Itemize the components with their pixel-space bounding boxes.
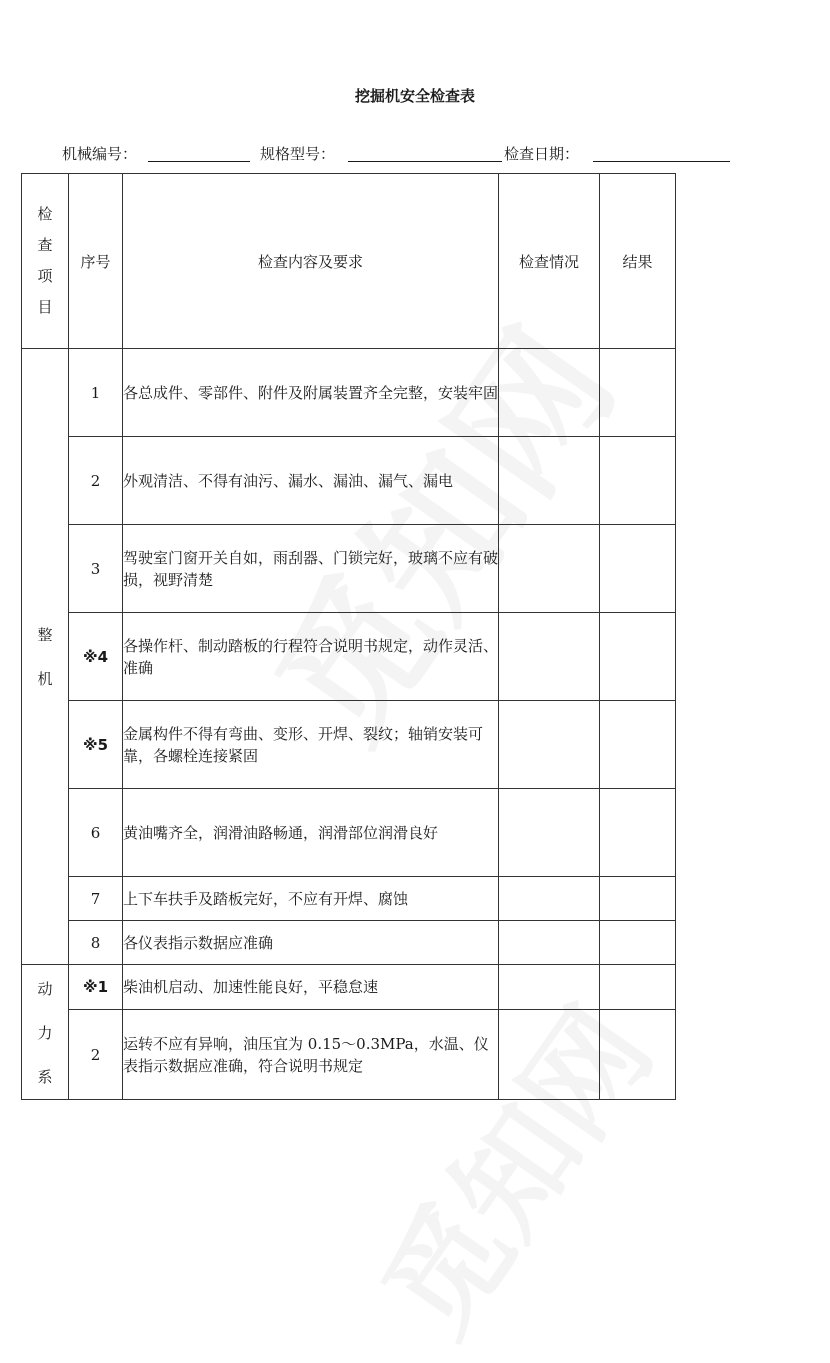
table-row [22, 789, 676, 877]
table-row [22, 701, 676, 789]
category-cell: 整 机 [22, 349, 69, 965]
content-cell: 黄油嘴齐全，润滑油路畅通，润滑部位润滑良好 [123, 789, 499, 877]
seq-cell: ※5 [69, 701, 123, 789]
table-header [22, 174, 676, 349]
page-title: 挖掘机安全检查表 [354, 87, 475, 105]
header-category: 检 查 项 目 [22, 174, 69, 349]
table-row [22, 921, 676, 965]
seq-cell: ※4 [69, 613, 123, 701]
content-cell: 上下车扶手及踏板完好，不应有开焊、腐蚀 [123, 877, 499, 921]
machine-no-label: 机械编号： [62, 145, 138, 163]
form-meta [62, 143, 742, 165]
content-cell: 各总成件、零部件、附件及附属装置齐全完整，安装牢固 [123, 349, 499, 437]
table-row [22, 349, 676, 437]
result-cell[interactable] [600, 437, 676, 525]
result-cell[interactable] [600, 525, 676, 613]
result-cell[interactable] [600, 1010, 676, 1100]
header-result: 结果 [600, 174, 676, 349]
result-cell[interactable] [600, 613, 676, 701]
status-cell[interactable] [499, 349, 600, 437]
seq-cell: 2 [69, 437, 123, 525]
status-cell[interactable] [499, 965, 600, 1010]
status-cell[interactable] [499, 921, 600, 965]
seq-cell: 3 [69, 525, 123, 613]
result-cell[interactable] [600, 789, 676, 877]
header-content: 检查内容及要求 [123, 174, 499, 349]
content-cell: 柴油机启动、加速性能良好，平稳怠速 [123, 965, 499, 1010]
table-row [22, 1010, 676, 1100]
content-cell: 外观清洁、不得有油污、漏水、漏油、漏气、漏电 [123, 437, 499, 525]
inspection-table [21, 173, 676, 1100]
status-cell[interactable] [499, 437, 600, 525]
header-status: 检查情况 [499, 174, 600, 349]
result-cell[interactable] [600, 349, 676, 437]
spec-field[interactable] [348, 161, 502, 162]
seq-cell: 2 [69, 1010, 123, 1100]
content-cell: 各操作杆、制动踏板的行程符合说明书规定，动作灵活、准确 [123, 613, 499, 701]
content-cell: 各仪表指示数据应准确 [123, 921, 499, 965]
seq-cell: 6 [69, 789, 123, 877]
table-row [22, 613, 676, 701]
content-cell: 金属构件不得有弯曲、变形、开焊、裂纹；轴销安装可靠，各螺栓连接紧固 [123, 701, 499, 789]
date-field[interactable] [593, 161, 730, 162]
seq-cell: 1 [69, 349, 123, 437]
header-seq: 序号 [69, 174, 123, 349]
status-cell[interactable] [499, 613, 600, 701]
result-cell[interactable] [600, 877, 676, 921]
category-cell: 动 力 系 [22, 965, 69, 1100]
table-row [22, 525, 676, 613]
seq-cell: ※1 [69, 965, 123, 1010]
content-cell: 运转不应有异响，油压宜为 0.15～0.3MPa，水温、仪表指示数据应准确，符合说明书规定 [123, 1010, 499, 1100]
status-cell[interactable] [499, 789, 600, 877]
table-row [22, 437, 676, 525]
spec-label: 规格型号： [260, 145, 336, 163]
table-row [22, 877, 676, 921]
seq-cell: 7 [69, 877, 123, 921]
result-cell[interactable] [600, 965, 676, 1010]
status-cell[interactable] [499, 877, 600, 921]
result-cell[interactable] [600, 701, 676, 789]
status-cell[interactable] [499, 1010, 600, 1100]
status-cell[interactable] [499, 525, 600, 613]
content-cell: 驾驶室门窗开关自如，雨刮器、门锁完好，玻璃不应有破损，视野清楚 [123, 525, 499, 613]
result-cell[interactable] [600, 921, 676, 965]
date-label: 检查日期： [504, 145, 580, 163]
seq-cell: 8 [69, 921, 123, 965]
table-row [22, 965, 676, 1010]
status-cell[interactable] [499, 701, 600, 789]
machine-no-field[interactable] [148, 161, 250, 162]
